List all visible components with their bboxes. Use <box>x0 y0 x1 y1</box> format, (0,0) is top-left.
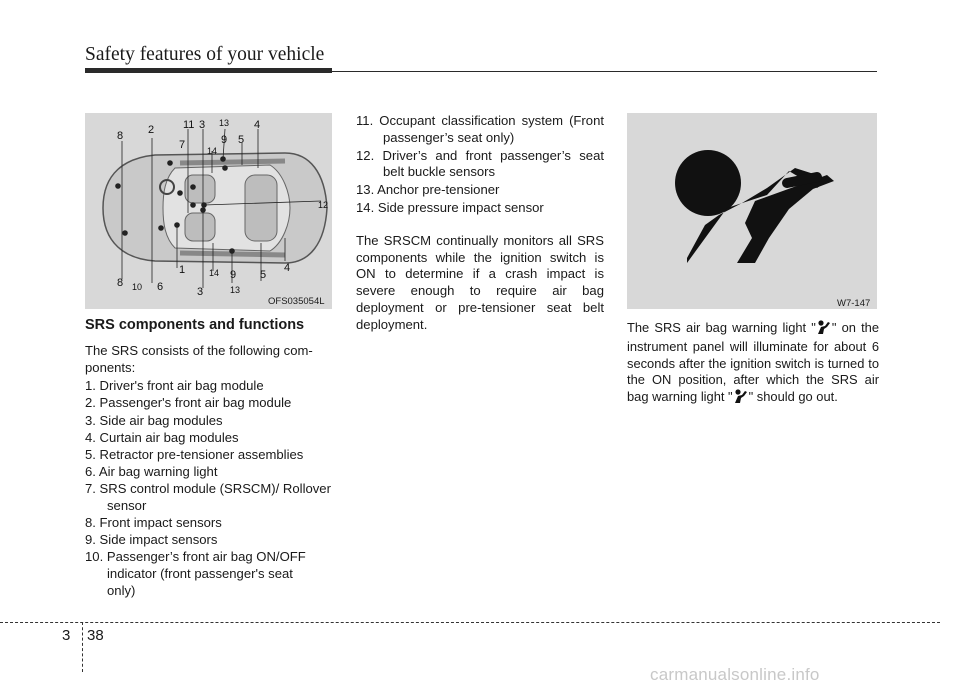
callout-9-bottom: 9 <box>230 269 237 281</box>
warning-text-b: " on the instrument panel will illuminate for about 6 seconds after the ignition switch is turned to the ON position, after which the SRS air bag warning light " <box>627 320 880 405</box>
figure-code: OFS035054L <box>268 296 325 307</box>
header-rule <box>85 68 332 73</box>
intro-text: The SRS consists of the following com-ponents: <box>85 342 313 375</box>
airbag-warning-icon <box>733 388 749 408</box>
callout-7: 7 <box>179 139 186 151</box>
callout-5-top: 5 <box>238 134 245 146</box>
callout-13-top: 13 <box>219 118 230 128</box>
list-item: 5. Retractor pre-tensioner assemblies <box>85 446 304 462</box>
srs-components-figure <box>85 113 332 309</box>
section-title: Safety features of your vehicle <box>85 44 325 65</box>
page-number: 38 <box>87 627 104 644</box>
list-item: 7. SRS control module (SRSCM)/ Rollover sensor <box>85 480 331 513</box>
airbag-warning-icon <box>627 113 877 309</box>
callout-10: 10 <box>132 282 143 292</box>
list-item: 10. Passenger’s front air bag ON/OFF indicator (front passenger's seat only) <box>85 549 306 598</box>
list-item: 3. Side air bag modules <box>85 412 223 428</box>
list-item: 1. Driver's front air bag module <box>85 378 264 394</box>
callout-4-top: 4 <box>254 119 261 131</box>
airbag-warning-icon <box>816 319 832 339</box>
callout-6: 6 <box>157 281 164 293</box>
list-item: 2. Passenger's front air bag module <box>85 395 292 411</box>
callout-1: 1 <box>179 264 186 276</box>
list-item: 13. Anchor pre-tensioner <box>356 182 500 198</box>
warning-text-c: " should go out. <box>748 389 838 405</box>
warning-text-a: The SRS air bag warning light " <box>627 320 816 335</box>
list-item: 9. Side impact sensors <box>85 531 218 547</box>
callout-3-top: 3 <box>199 119 206 131</box>
callout-2: 2 <box>148 124 155 136</box>
callout-8-top: 8 <box>117 130 124 142</box>
car-top-view-illustration <box>85 113 332 309</box>
left-column <box>85 317 335 599</box>
figure-code: W7-147 <box>837 298 871 309</box>
callout-9-top: 9 <box>221 134 228 146</box>
callout-8-bottom: 8 <box>117 277 124 289</box>
callout-14-bottom: 14 <box>209 268 220 278</box>
header-rule-thin <box>332 71 877 72</box>
list-item: 12. Driver’s and front passenger’s seat belt buckle sensors <box>356 147 604 180</box>
footer-divider <box>82 622 83 672</box>
callout-4-bottom: 4 <box>284 262 291 274</box>
chapter-number: 3 <box>62 627 71 644</box>
list-item: 6. Air bag warning light <box>85 463 218 479</box>
right-column <box>627 319 879 408</box>
middle-column <box>356 113 604 334</box>
callout-5-bottom: 5 <box>260 269 267 281</box>
list-item: 8. Front impact sensors <box>85 514 222 530</box>
list-item: 4. Curtain air bag modules <box>85 429 239 445</box>
section-heading: SRS components and functions <box>85 317 305 333</box>
list-item: 14. Side pressure impact sensor <box>356 199 544 215</box>
watermark: carmanualsonline.info <box>650 665 820 684</box>
callout-11: 11 <box>183 119 195 131</box>
callout-3-bottom: 3 <box>197 286 204 298</box>
callout-14-top: 14 <box>207 146 218 156</box>
warning-light-paragraph <box>627 319 879 408</box>
srscm-paragraph: The SRSCM continually monitors all SRS components while the ignition switch is ON to determine if a crash impact is severe enough to require air bag deployment or pre-tensioner seat belt deployment. <box>356 232 604 332</box>
list-item: 11. Occupant classification system (Front passenger’s seat only) <box>356 113 604 145</box>
footer-rule <box>0 622 940 623</box>
airbag-warning-figure <box>627 113 877 309</box>
callout-13-bottom: 13 <box>230 285 241 295</box>
callout-12: 12 <box>318 200 329 210</box>
